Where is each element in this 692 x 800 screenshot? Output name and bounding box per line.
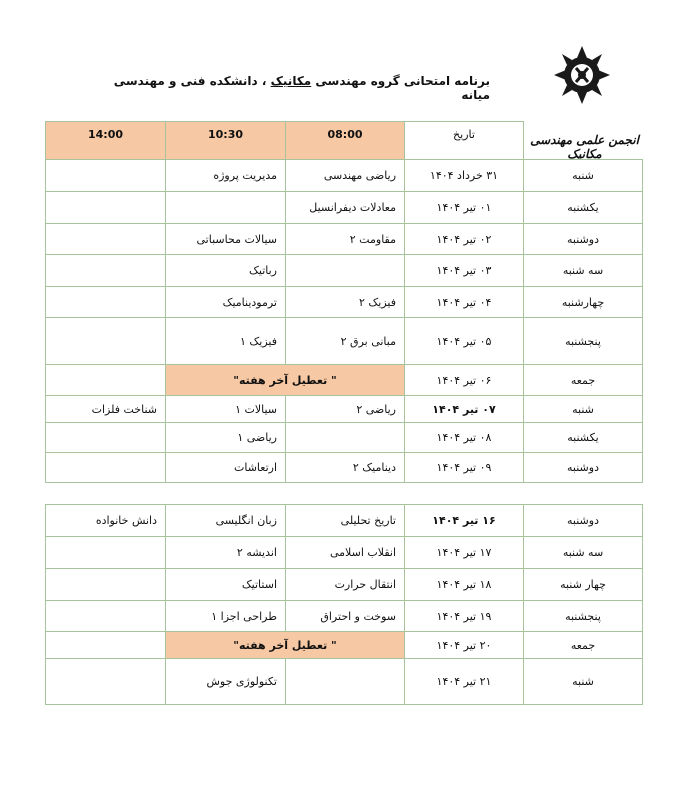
header-time-0800: 08:00 bbox=[286, 122, 405, 160]
header-time-1400: 14:00 bbox=[46, 122, 166, 160]
table-row bbox=[46, 287, 643, 318]
exam-slot-0800: ریاضی ۲ bbox=[286, 396, 405, 423]
exam-day: دوشنبه bbox=[524, 453, 643, 483]
exam-day: چهارشنبه bbox=[524, 287, 643, 318]
page-title bbox=[90, 74, 490, 102]
title-part1: برنامه امتحانی گروه مهندسی bbox=[311, 74, 490, 88]
exam-slot-1030: رباتیک bbox=[166, 255, 286, 287]
exam-date: ۰۶ تیر ۱۴۰۴ bbox=[405, 365, 524, 396]
exam-slot-0800 bbox=[286, 423, 405, 453]
exam-date: ۰۲ تیر ۱۴۰۴ bbox=[405, 224, 524, 255]
table-row bbox=[46, 318, 643, 365]
table-row bbox=[46, 396, 643, 423]
exam-slot-1400 bbox=[46, 255, 166, 287]
exam-slot-0800: سوخت و احتراق bbox=[286, 601, 405, 632]
exam-date: ۱۶ تیر ۱۴۰۴ bbox=[405, 505, 524, 537]
exam-slot-1030: سیالات محاسباتی bbox=[166, 224, 286, 255]
exam-slot-0800: مقاومت ۲ bbox=[286, 224, 405, 255]
exam-slot-1400 bbox=[46, 160, 166, 192]
exam-slot-0800: ریاضی مهندسی bbox=[286, 160, 405, 192]
empty-cell bbox=[46, 632, 166, 659]
exam-slot-0800 bbox=[286, 659, 405, 705]
exam-slot-1400 bbox=[46, 192, 166, 224]
exam-slot-0800: تاریخ تحلیلی bbox=[286, 505, 405, 537]
exam-day: یکشنبه bbox=[524, 423, 643, 453]
empty-cell bbox=[46, 365, 166, 396]
table-row bbox=[46, 255, 643, 287]
exam-date: ۰۵ تیر ۱۴۰۴ bbox=[405, 318, 524, 365]
exam-slot-0800 bbox=[286, 255, 405, 287]
header-time-1030: 10:30 bbox=[166, 122, 286, 160]
gear-logo-icon bbox=[552, 44, 612, 106]
exam-day: سه شنبه bbox=[524, 255, 643, 287]
table-row bbox=[46, 505, 643, 537]
exam-slot-1400 bbox=[46, 318, 166, 365]
exam-day: چهار شنبه bbox=[524, 569, 643, 601]
header-date-label: تاریخ bbox=[405, 122, 524, 160]
schedule-table-week2 bbox=[45, 504, 643, 705]
holiday-cell: " تعطیل آخر هفته" bbox=[166, 365, 405, 396]
exam-slot-1030: اندیشه ۲ bbox=[166, 537, 286, 569]
exam-slot-1030: ریاضی ۱ bbox=[166, 423, 286, 453]
exam-slot-1400 bbox=[46, 569, 166, 601]
exam-slot-0800: انتقال حرارت bbox=[286, 569, 405, 601]
exam-slot-1400: شناخت فلزات bbox=[46, 396, 166, 423]
exam-day: پنجشنبه bbox=[524, 601, 643, 632]
table-row bbox=[46, 659, 643, 705]
exam-date: ۰۸ تیر ۱۴۰۴ bbox=[405, 423, 524, 453]
exam-slot-1400 bbox=[46, 537, 166, 569]
title-part2: ، دانشکده فنی و مهندسی میانه bbox=[113, 74, 490, 102]
exam-date: ۰۱ تیر ۱۴۰۴ bbox=[405, 192, 524, 224]
exam-date: ۰۷ تیر ۱۴۰۴ bbox=[405, 396, 524, 423]
exam-slot-1030: استاتیک bbox=[166, 569, 286, 601]
exam-day: دوشنبه bbox=[524, 224, 643, 255]
exam-slot-0800: انقلاب اسلامی bbox=[286, 537, 405, 569]
table-row bbox=[46, 423, 643, 453]
exam-slot-0800: فیزیک ۲ bbox=[286, 287, 405, 318]
table-row bbox=[46, 192, 643, 224]
exam-day: یکشنبه bbox=[524, 192, 643, 224]
header-row bbox=[46, 122, 643, 160]
exam-day: شنبه bbox=[524, 160, 643, 192]
exam-date: ۰۳ تیر ۱۴۰۴ bbox=[405, 255, 524, 287]
exam-day: دوشنبه bbox=[524, 505, 643, 537]
title-highlight: مکانیک bbox=[270, 74, 312, 88]
exam-date: ۲۰ تیر ۱۴۰۴ bbox=[405, 632, 524, 659]
exam-slot-1030 bbox=[166, 192, 286, 224]
exam-day: پنجشنبه bbox=[524, 318, 643, 365]
table-row bbox=[46, 632, 643, 659]
holiday-cell: " تعطیل آخر هفته" bbox=[166, 632, 405, 659]
exam-slot-1030: فیزیک ۱ bbox=[166, 318, 286, 365]
exam-date: ۰۹ تیر ۱۴۰۴ bbox=[405, 453, 524, 483]
exam-slot-1400 bbox=[46, 453, 166, 483]
exam-slot-0800: معادلات دیفرانسیل bbox=[286, 192, 405, 224]
exam-day: سه شنبه bbox=[524, 537, 643, 569]
exam-slot-1400 bbox=[46, 601, 166, 632]
exam-date: ۱۹ تیر ۱۴۰۴ bbox=[405, 601, 524, 632]
exam-slot-1400 bbox=[46, 423, 166, 453]
table-row bbox=[46, 537, 643, 569]
exam-slot-1030: مدیریت پروژه bbox=[166, 160, 286, 192]
exam-slot-1400 bbox=[46, 659, 166, 705]
table-row bbox=[46, 160, 643, 192]
exam-slot-1030: ترمودینامیک bbox=[166, 287, 286, 318]
exam-day: جمعه bbox=[524, 632, 643, 659]
exam-slot-0800: دینامیک ۲ bbox=[286, 453, 405, 483]
table-row bbox=[46, 365, 643, 396]
table-row bbox=[46, 601, 643, 632]
exam-date: ۱۷ تیر ۱۴۰۴ bbox=[405, 537, 524, 569]
table-row bbox=[46, 453, 643, 483]
exam-date: ۰۴ تیر ۱۴۰۴ bbox=[405, 287, 524, 318]
exam-slot-1030: زبان انگلیسی bbox=[166, 505, 286, 537]
exam-slot-0800: مبانی برق ۲ bbox=[286, 318, 405, 365]
exam-day: جمعه bbox=[524, 365, 643, 396]
schedule-table-week1 bbox=[45, 121, 643, 483]
exam-slot-1400 bbox=[46, 224, 166, 255]
exam-slot-1400: دانش خانواده bbox=[46, 505, 166, 537]
table-row bbox=[46, 569, 643, 601]
exam-date: ۱۸ تیر ۱۴۰۴ bbox=[405, 569, 524, 601]
header-blank bbox=[524, 122, 643, 160]
exam-date: ۲۱ تیر ۱۴۰۴ bbox=[405, 659, 524, 705]
exam-slot-1030: ارتعاشات bbox=[166, 453, 286, 483]
logo-caption: انجمن علمی مهندسی مکانیک bbox=[530, 133, 639, 161]
exam-slot-1400 bbox=[46, 287, 166, 318]
exam-slot-1030: طراحی اجزا ۱ bbox=[166, 601, 286, 632]
table-row bbox=[46, 224, 643, 255]
exam-date: ۳۱ خرداد ۱۴۰۴ bbox=[405, 160, 524, 192]
exam-day: شنبه bbox=[524, 396, 643, 423]
exam-slot-1030: تکنولوژی جوش bbox=[166, 659, 286, 705]
exam-day: شنبه bbox=[524, 659, 643, 705]
exam-slot-1030: سیالات ۱ bbox=[166, 396, 286, 423]
